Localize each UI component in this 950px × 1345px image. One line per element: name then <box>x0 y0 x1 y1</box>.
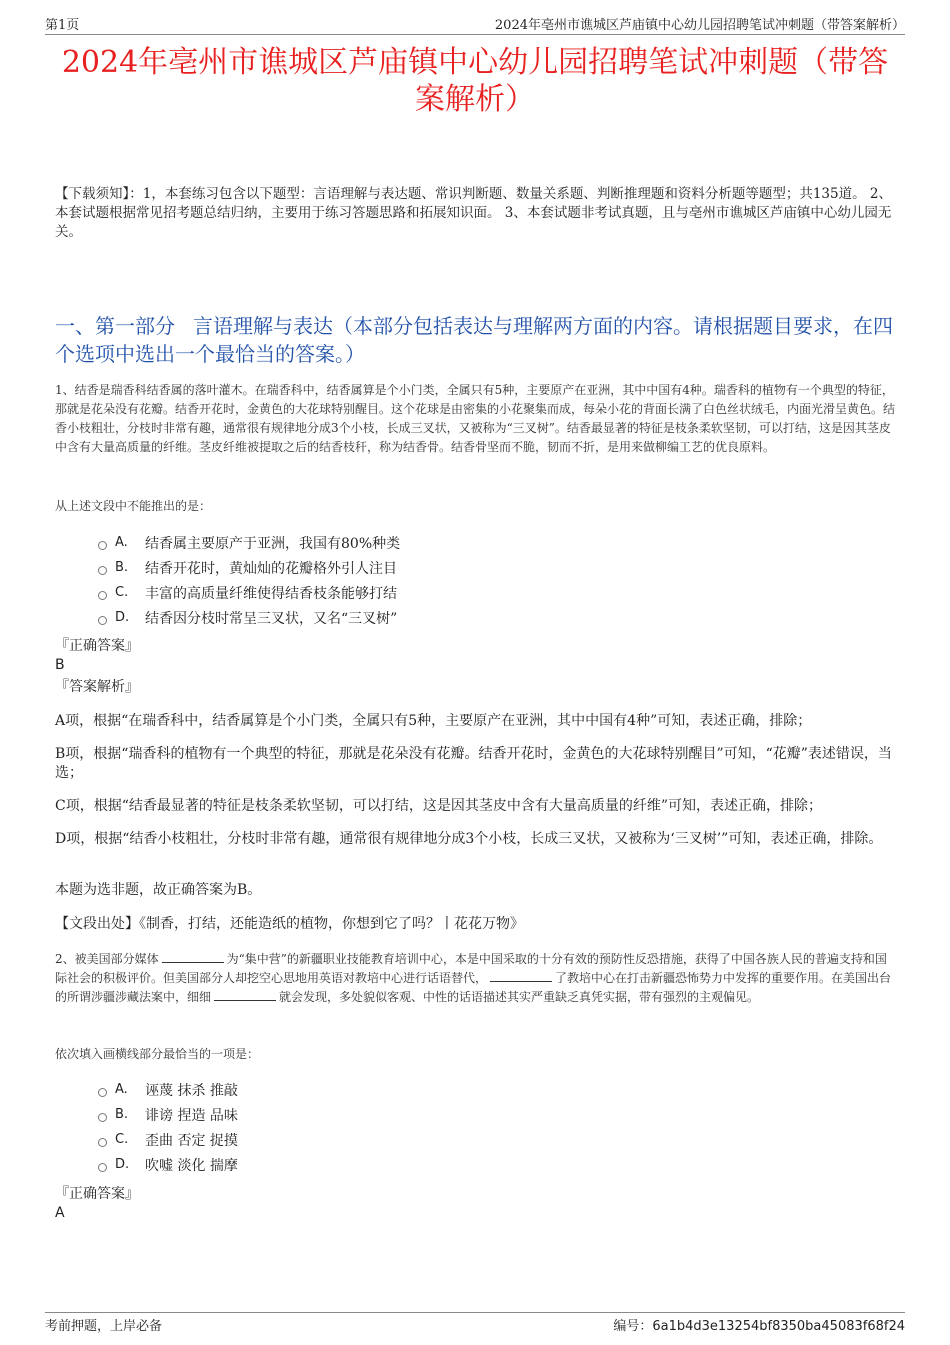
q1-option-d[interactable] <box>98 605 400 630</box>
fill-blank-3[interactable] <box>214 988 276 1001</box>
option-text: 结香开花时，黄灿灿的花瓣格外引人注目 <box>145 560 397 577</box>
section-text: 言语理解与表达（本部分包括表达与理解两方面的内容。请根据题目要求，在四个选项中选出一个最恰当的答案。） <box>55 314 893 366</box>
q1-analysis-c: C项，根据“结香最显著的特征是枝条柔软坚韧，可以打结，这是因其茎皮中含有大量高质量的纤维”可知，表述正确，排除； <box>55 798 823 814</box>
header-doc-title: 2024年亳州市谯城区芦庙镇中心幼儿园招聘笔试冲刺题（带答案解析） <box>494 18 905 33</box>
q1-conclusion: 本题为选非题，故正确答案为B。 <box>55 882 262 898</box>
option-text: 丰富的高质量纤维使得结香枝条能够打结 <box>145 585 397 602</box>
q1-question: 从上述文段中不能推出的是： <box>55 499 212 513</box>
footer-code <box>613 1315 905 1334</box>
document-title: 2024年亳州市谯城区芦庙镇中心幼儿园招聘笔试冲刺题（带答案解析） <box>61 45 889 117</box>
option-text: 诽谤 捏造 品味 <box>145 1107 238 1124</box>
fill-blank-1[interactable] <box>162 950 224 963</box>
option-letter: B. <box>115 560 129 575</box>
option-letter: B. <box>115 1107 129 1122</box>
option-text: 歪曲 否定 捉摸 <box>145 1132 238 1149</box>
q1-analysis-b: B项，根据“瑞香科的植物有一个典型的特征，那就是花朵没有花瓣。结香开花时，金黄色的大花球特别醒目”可知，“花瓣”表述错误，当选； <box>55 746 892 781</box>
radio-icon[interactable] <box>98 541 107 550</box>
download-notice: 【下载须知】：1，本套练习包含以下题型：言语理解与表达题、常识判断题、数量关系题、判断推理题和资料分析题等题型；共135道。 2、本套试题根据常见招考题总结归纳，主要用于练习答题思路和拓展知识面。 3、本套试题非考试真题，且与亳州市谯城区芦庙镇中心幼儿园无关。 <box>55 186 892 240</box>
radio-icon[interactable] <box>98 1088 107 1097</box>
radio-icon[interactable] <box>98 1163 107 1172</box>
option-letter: C. <box>115 1132 129 1147</box>
q1-passage: 1、结香是瑞香科结香属的落叶灌木。在瑞香科中，结香属算是个小门类，全属只有5种，主要原产在亚洲，其中中国有4种。瑞香科的植物有一个典型的特征，那就是花朵没有花瓣。结香开花时，金黄色的大花球特别醒目。这个花球是由密集的小花聚集而成，每朵小花的背面长满了白色丝状绒毛，内面光滑呈黄色。结香小枝粗壮，分枝时非常有趣，通常很有规律地分成3个小枝，长成三叉状，又被称为“三叉树”。结香最显著的特征是枝条柔软坚韧，可以打结，这是因其茎皮中含有大量高质量的纤维。茎皮纤维被提取之后的结香枝秆，称为结香骨。结香骨坚而不脆，韧而不折，是用来做柳编工艺的优良原料。 <box>55 383 896 454</box>
code-label: 编号： <box>613 1319 653 1334</box>
q1-option-c[interactable] <box>98 580 400 605</box>
radio-icon[interactable] <box>98 1113 107 1122</box>
option-letter: D. <box>115 610 130 625</box>
q2-passage-part1: 2、被美国部分媒体 <box>55 952 159 966</box>
page-number: 第1页 <box>45 18 80 33</box>
option-letter: A. <box>115 535 128 550</box>
q2-option-b[interactable] <box>98 1102 238 1127</box>
code-value: 6a1b4d3e13254bf8350ba45083f68f24 <box>652 1319 905 1334</box>
radio-icon[interactable] <box>98 616 107 625</box>
section-heading <box>55 312 900 368</box>
option-letter: D. <box>115 1157 130 1172</box>
section-number: 一、第一部分 <box>55 314 175 338</box>
q2-passage-part3: 了教培中心在打击新疆恐怖势力中发挥的重要作用。在美国出台的所谓涉疆涉藏法案中，细细 <box>55 971 892 1004</box>
q2-option-d[interactable] <box>98 1152 238 1177</box>
option-text: 吹嘘 淡化 揣摩 <box>145 1157 238 1174</box>
q1-analysis-label: 『答案解析』 <box>55 679 139 695</box>
option-text: 结香属主要原产于亚洲，我国有80%种类 <box>145 535 401 552</box>
page-footer <box>45 1312 905 1333</box>
q1-options <box>98 530 400 630</box>
q2-options <box>98 1077 238 1177</box>
radio-icon[interactable] <box>98 566 107 575</box>
q1-option-a[interactable] <box>98 530 400 555</box>
q1-answer: B <box>55 657 65 673</box>
q1-source: 【文段出处】《制香，打结，还能造纸的植物，你想到它了吗？丨花花万物》 <box>55 916 524 932</box>
q1-option-b[interactable] <box>98 555 400 580</box>
fill-blank-2[interactable] <box>490 969 552 982</box>
page-header <box>45 12 905 35</box>
q2-passage <box>55 950 898 1007</box>
q1-analysis-a: A项，根据“在瑞香科中，结香属算是个小门类，全属只有5种，主要原产在亚洲，其中中国有4种”可知，表述正确，排除； <box>55 713 812 729</box>
option-text: 结香因分枝时常呈三叉状，又名“三叉树” <box>145 610 398 627</box>
q2-passage-part2: 为“集中营”的新疆职业技能教育培训中心，本是中国采取的十分有效的预防性反恐措施，获得了中国各族人民的普遍支持和国际社会的积极评价。但美国部分人却挖空心思地用英语对教培中心进行话语替代， <box>55 952 887 985</box>
q2-answer: A <box>55 1205 65 1221</box>
q1-answer-label: 『正确答案』 <box>55 638 139 654</box>
radio-icon[interactable] <box>98 1138 107 1147</box>
q2-answer-label: 『正确答案』 <box>55 1186 139 1202</box>
footer-slogan: 考前押题，上岸必备 <box>45 1319 163 1334</box>
q2-passage-part4: 就会发现，多处貌似客观、中性的话语描述其实严重缺乏真凭实据，带有强烈的主观偏见。 <box>279 990 760 1004</box>
q2-option-a[interactable] <box>98 1077 238 1102</box>
q2-option-c[interactable] <box>98 1127 238 1152</box>
q2-question: 依次填入画横线部分最恰当的一项是： <box>55 1047 260 1061</box>
q1-analysis-d: D项，根据“结香小枝粗壮，分枝时非常有趣，通常很有规律地分成3个小枝，长成三叉状，又被称为‘三叉树’”可知，表述正确，排除。 <box>55 831 883 847</box>
option-letter: A. <box>115 1082 128 1097</box>
option-text: 诬蔑 抹杀 推敲 <box>145 1082 238 1099</box>
radio-icon[interactable] <box>98 591 107 600</box>
option-letter: C. <box>115 585 129 600</box>
